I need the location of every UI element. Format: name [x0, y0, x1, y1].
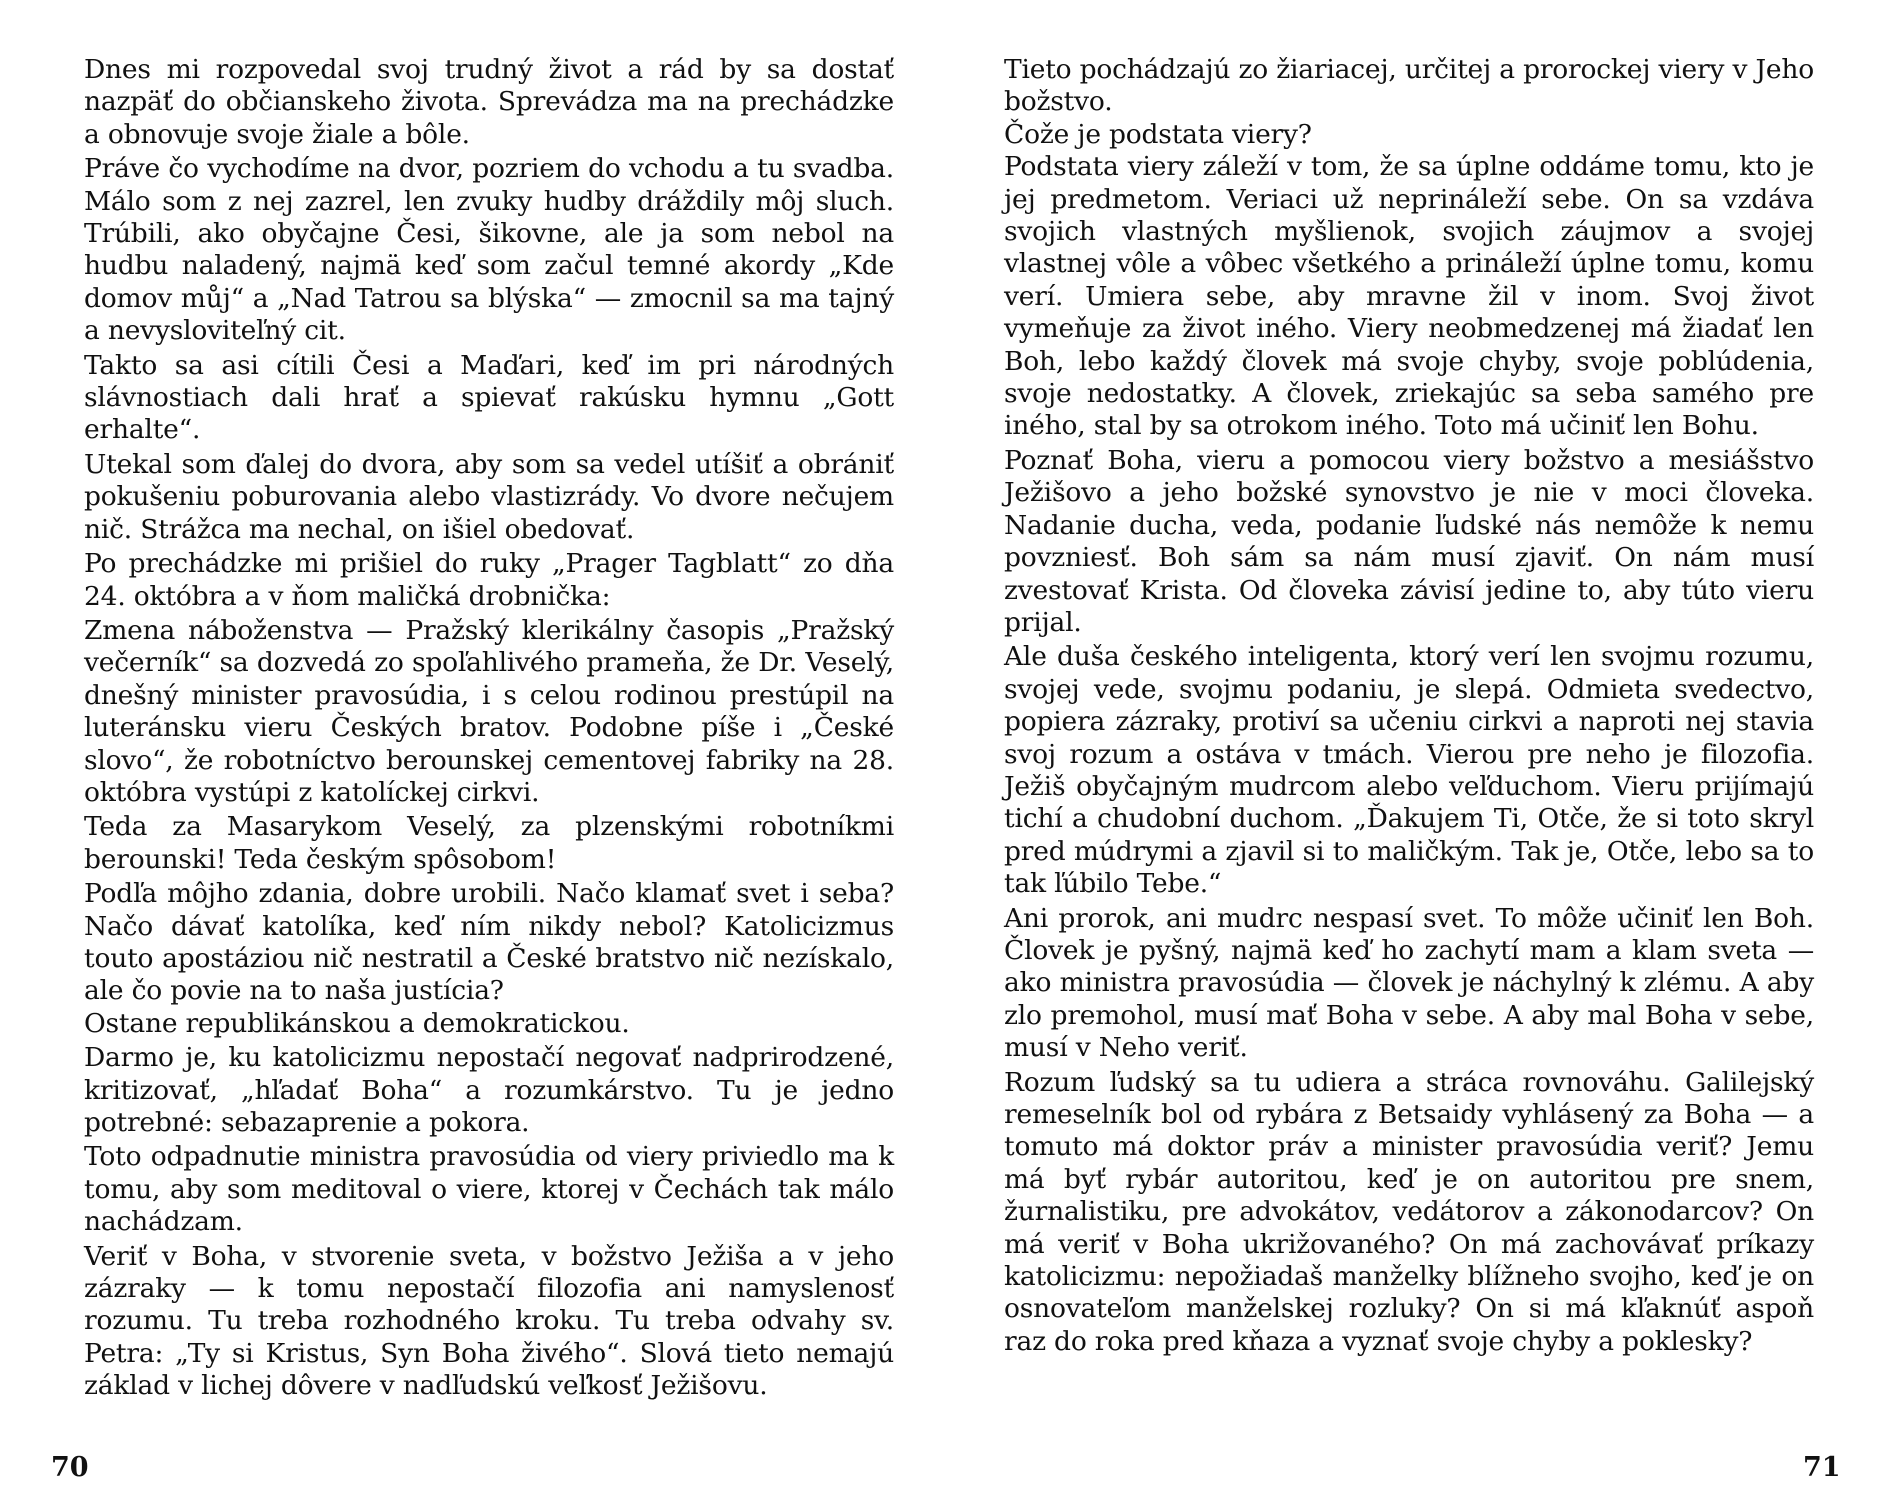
paragraph: Utekal som ďalej do dvora, aby som sa vedel utíšiť a obrániť pokušeniu poburovania alebo vlastizrády. Vo dvore nečujem nič. Strážca ma nechal, on išiel obedovať.	[84, 448, 894, 545]
right-page	[941, 0, 1882, 1500]
left-page-text-column	[84, 54, 894, 1403]
right-page-text-column	[1004, 54, 1814, 1358]
paragraph: Podľa môjho zdania, dobre urobili. Načo klamať svet i seba? Načo dávať katolíka, keď ním nikdy nebol? Katolicizmus touto apostáziou nič nestratil a České bratstvo nič nezískalo, ale čo povie na to naša justícia?	[84, 878, 894, 1007]
paragraph: Podstata viery záleží v tom, že sa úplne oddáme tomu, kto je jej predmetom. Veriaci už neprináleží sebe. On sa vzdáva svojich vlastných myšlienok, svojich záujmov a svojej vlastnej vôle a vôbec všetkého a prináleží úplne tomu, komu verí. Umiera sebe, aby mravne žil v inom. Svoj život vymeňuje za život iného. Viery neobmedzenej má žiadať len Boh, lebo každý človek má svoje chyby, svoje poblúdenia, svoje nedostatky. A človek, zriekajúc sa seba samého pre iného, stal by sa otrokom iného. Toto má učiniť len Bohu.	[1004, 151, 1814, 442]
paragraph: Ale duša českého inteligenta, ktorý verí len svojmu rozumu, svojej vede, svojmu podaniu, je slepá. Odmieta svedectvo, popiera zázraky, protiví sa učeniu cirkvi a naproti nej stavia svoj rozum a ostáva v tmách. Vierou pre neho je filozofia. Ježiš obyčajným mudrcom alebo veľduchom. Vieru prijímajú tichí a chudobní duchom. „Ďakujem Ti, Otče, že si toto skryl pred múdrymi a zjavil si to maličkým. Tak je, Otče, lebo sa to tak ľúbilo Tebe.“	[1004, 641, 1814, 900]
paragraph: Darmo je, ku katolicizmu nepostačí negovať nadprirodzené, kritizovať, „hľadať Boha“ a rozumkárstvo. Tu je jedno potrebné: sebazaprenie a pokora.	[84, 1042, 894, 1138]
paragraph: Ostane republikánskou a demokratickou.	[84, 1007, 630, 1039]
page-number-left: 70	[51, 1452, 89, 1483]
paragraph: Takto sa asi cítili Česi a Maďari, keď im pri národných slávnostiach dali hrať a spievať rakúsku hymnu „Gott erhalte“.	[84, 349, 894, 446]
paragraph: Dnes mi rozpovedal svoj trudný život a rád by sa dostať nazpäť do občianskeho života. Sprevádza ma na prechádzke a obnovuje svoje žiale a bôle.	[84, 54, 894, 150]
paragraph: Teda za Masarykom Veselý, za plzenskými robotníkmi berounski! Teda českým spôsobom!	[84, 811, 894, 875]
page-number-right: 71	[1803, 1452, 1841, 1483]
paragraph: Rozum ľudský sa tu udiera a stráca rovnováhu. Galilejský remeselník bol od rybára z Betsaidy vyhlásený za Boha — a tomuto má doktor práv a minister pravosúdia veriť? Jemu má byť rybár autoritou, keď je on autoritou pre snem, žurnalistiku, pre advokátov, vedátorov a zákonodarcov? On má veriť v Boha ukrižovaného? On má zachovávať príkazy katolicizmu: nepožiadaš manželky blížneho svojho, keď je on osnovateľom manželskej rozluky? On si má kľaknúť aspoň raz do roka pred kňaza a vyznať svoje chyby a poklesky?	[1004, 1066, 1814, 1357]
paragraph: Zmena náboženstva — Pražský klerikálny časopis „Pražský večerník“ sa dozvedá zo spoľahlivého prameňa, že Dr. Veselý, dnešný minister pravosúdia, i s celou rodinou prestúpil na luteránsku vieru Českých bratov. Podobne píše i „České slovo“, že robotníctvo berounskej cementovej fabriky na 28. októbra vystúpi z katolíckej cirkvi.	[84, 614, 894, 808]
paragraph: Ani prorok, ani mudrc nespasí svet. To môže učiniť len Boh. Človek je pyšný, najmä keď ho zachytí mam a klam sveta — ako ministra pravosúdia — človek je náchylný k zlému. A aby zlo premohol, musí mať Boha v sebe. A aby mal Boha v sebe, musí v Neho veriť.	[1004, 902, 1814, 1064]
paragraph: Toto odpadnutie ministra pravosúdia od viery priviedlo ma k tomu, aby som meditoval o viere, ktorej v Čechách tak málo nachádzam.	[84, 1141, 894, 1238]
paragraph: Po prechádzke mi prišiel do ruky „Prager Tagblatt“ zo dňa 24. októbra a v ňom maličká drobnička:	[84, 548, 894, 612]
paragraph: Tieto pochádzajú zo žiariacej, určitej a prorockej viery v Jeho božstvo.	[1004, 54, 1815, 118]
paragraph: Poznať Boha, vieru a pomocou viery božstvo a mesiášstvo Ježišovo a jeho božské synovstvo je nie v moci človeka. Nadanie ducha, veda, podanie ľudské nás nemôže k nemu povzniesť. Boh sám sa nám musí zjaviť. On nám musí zvestovať Krista. Od človeka závisí jedine to, aby túto vieru prijal.	[1004, 444, 1814, 638]
paragraph: Práve čo vychodíme na dvor, pozriem do vchodu a tu svadba. Málo som z nej zazrel, len zvuky hudby dráždily môj sluch. Trúbili, ako obyčajne Česi, šikovne, ale ja som nebol na hudbu naladený, najmä keď som začul temné akordy „Kde domov můj“ a „Nad Tatrou sa blýska“ — zmocnil sa ma tajný a nevysloviteľný cit.	[84, 153, 894, 347]
paragraph: Čože je podstata viery?	[1004, 118, 1312, 150]
paragraph: Veriť v Boha, v stvorenie sveta, v božstvo Ježiša a v jeho zázraky — k tomu nepostačí filozofia ani namyslenosť rozumu. Tu treba rozhodného kroku. Tu treba odvahy sv. Petra: „Ty si Kristus, Syn Boha živého“. Slová tieto nemajú základ v lichej dôvere v nadľudskú veľkosť Ježišovu.	[84, 1240, 894, 1402]
